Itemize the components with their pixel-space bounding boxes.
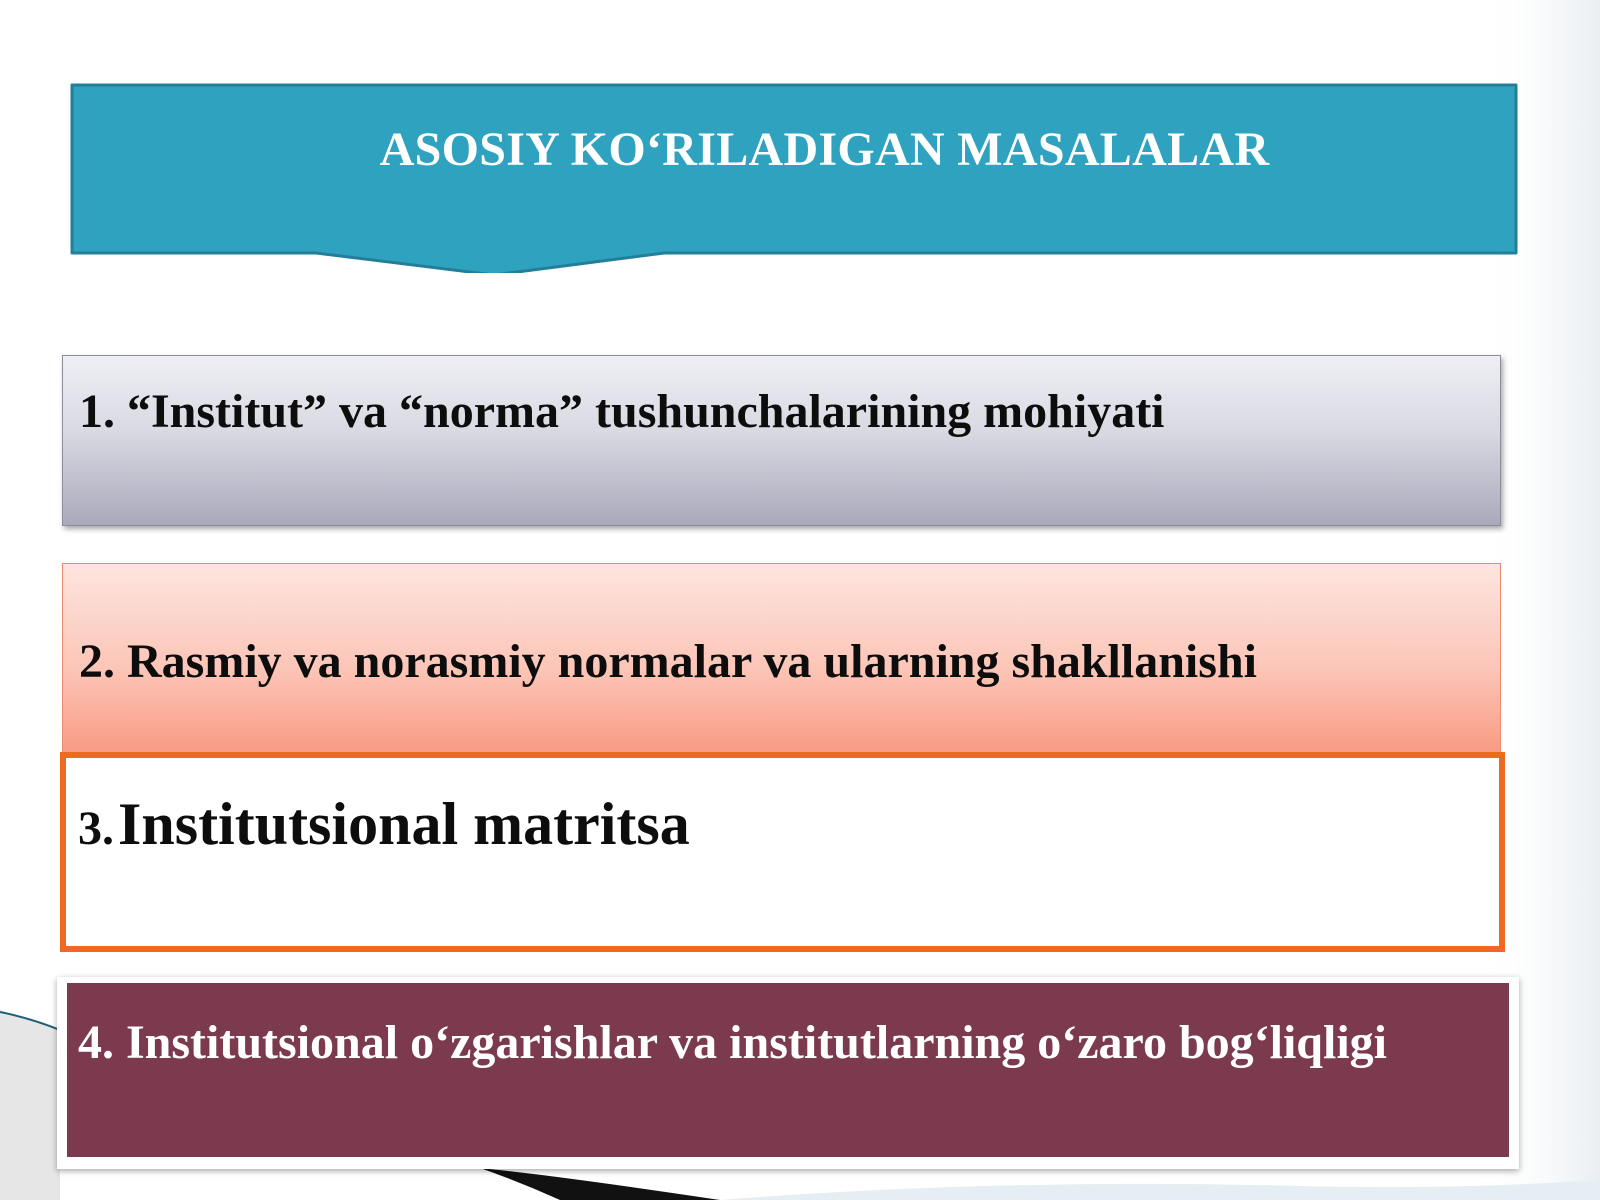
topic-text-3 — [78, 788, 690, 876]
topic-box-1 — [62, 355, 1501, 526]
topic-box-4 — [67, 983, 1509, 1157]
topic-title-3: Institutsional matritsa — [118, 791, 690, 857]
topic-text-2: 2. Rasmiy va norasmiy normalar va ularning shakllanishi — [79, 635, 1257, 688]
topic-box-3 — [60, 752, 1505, 952]
background-corner-shape — [0, 1010, 60, 1200]
header-title: ASOSIY KO‘RILADIGAN MASALALAR — [379, 123, 1270, 176]
topic-number-3: 3. — [78, 802, 114, 855]
topic-text-4: 4. Institutsional o‘zgarishlar va institutlarning o‘zaro bog‘liqligi — [78, 1016, 1388, 1069]
topic-text-1: 1. “Institut” va “norma” tushunchalarining mohiyati — [79, 385, 1165, 438]
topic-box-2 — [62, 563, 1501, 753]
